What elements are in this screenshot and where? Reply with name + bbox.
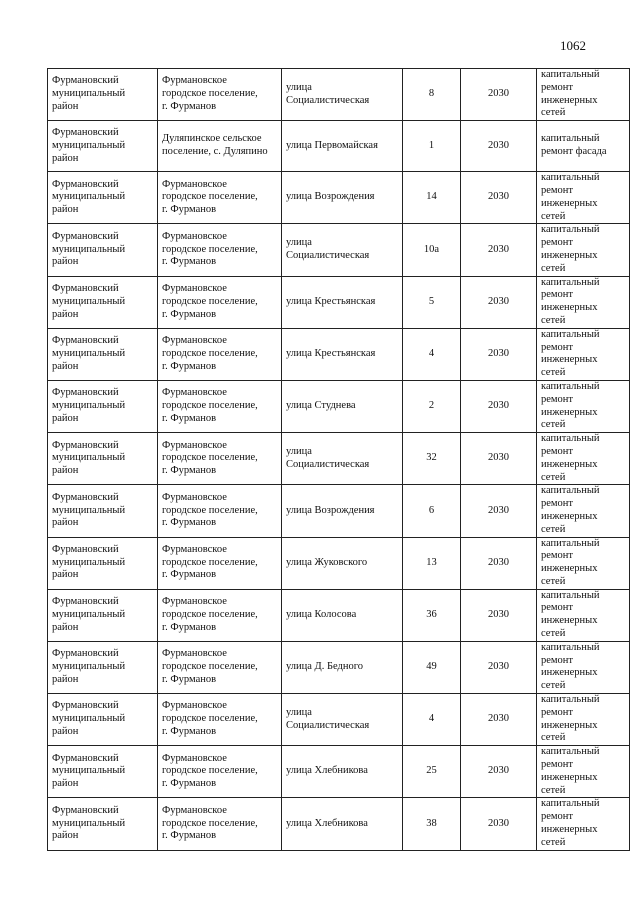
house-number-cell: 8: [403, 69, 461, 121]
year-cell: 2030: [461, 224, 537, 276]
settlement-cell: Фурмановское городское поселение, г. Фурманов: [158, 537, 282, 589]
district-cell: Фурмановский муниципальный район: [48, 380, 158, 432]
work-type-cell: капитальный ремонт фасада: [537, 121, 630, 172]
table-row: [48, 485, 630, 537]
work-type-cell: капитальный ремонт инженерных сетей: [537, 276, 630, 328]
settlement-cell: Фурмановское городское поселение, г. Фурманов: [158, 69, 282, 121]
house-number-cell: 13: [403, 537, 461, 589]
table-row: [48, 328, 630, 380]
street-cell: улица Колосова: [282, 589, 403, 641]
year-cell: 2030: [461, 380, 537, 432]
district-cell: Фурмановский муниципальный район: [48, 485, 158, 537]
street-cell: улица Хлебникова: [282, 798, 403, 850]
street-cell: улица Социалистическая: [282, 69, 403, 121]
district-cell: Фурмановский муниципальный район: [48, 328, 158, 380]
house-number-cell: 6: [403, 485, 461, 537]
table-row: [48, 172, 630, 224]
year-cell: 2030: [461, 276, 537, 328]
year-cell: 2030: [461, 537, 537, 589]
table-row: [48, 276, 630, 328]
settlement-cell: Дуляпинское сельское поселение, с. Дуляпино: [158, 121, 282, 172]
work-type-cell: капитальный ремонт инженерных сетей: [537, 589, 630, 641]
work-type-cell: капитальный ремонт инженерных сетей: [537, 798, 630, 850]
settlement-cell: Фурмановское городское поселение, г. Фурманов: [158, 224, 282, 276]
district-cell: Фурмановский муниципальный район: [48, 641, 158, 693]
work-type-cell: капитальный ремонт инженерных сетей: [537, 69, 630, 121]
district-cell: Фурмановский муниципальный район: [48, 798, 158, 850]
work-type-cell: капитальный ремонт инженерных сетей: [537, 328, 630, 380]
house-number-cell: 36: [403, 589, 461, 641]
work-type-cell: капитальный ремонт инженерных сетей: [537, 380, 630, 432]
year-cell: 2030: [461, 589, 537, 641]
house-number-cell: 10а: [403, 224, 461, 276]
house-number-cell: 32: [403, 433, 461, 485]
year-cell: 2030: [461, 694, 537, 746]
year-cell: 2030: [461, 433, 537, 485]
street-cell: улица Д. Бедного: [282, 641, 403, 693]
settlement-cell: Фурмановское городское поселение, г. Фурманов: [158, 641, 282, 693]
street-cell: улица Социалистическая: [282, 224, 403, 276]
district-cell: Фурмановский муниципальный район: [48, 69, 158, 121]
house-number-cell: 5: [403, 276, 461, 328]
table-row: [48, 641, 630, 693]
district-cell: Фурмановский муниципальный район: [48, 746, 158, 798]
work-type-cell: капитальный ремонт инженерных сетей: [537, 224, 630, 276]
district-cell: Фурмановский муниципальный район: [48, 224, 158, 276]
year-cell: 2030: [461, 328, 537, 380]
work-type-cell: капитальный ремонт инженерных сетей: [537, 537, 630, 589]
house-number-cell: 14: [403, 172, 461, 224]
year-cell: 2030: [461, 69, 537, 121]
table-row: [48, 589, 630, 641]
table-row: [48, 69, 630, 121]
repair-schedule-table: [47, 68, 630, 851]
table-row: [48, 798, 630, 850]
street-cell: улица Хлебникова: [282, 746, 403, 798]
table-row: [48, 537, 630, 589]
district-cell: Фурмановский муниципальный район: [48, 694, 158, 746]
settlement-cell: Фурмановское городское поселение, г. Фурманов: [158, 276, 282, 328]
street-cell: улица Крестьянская: [282, 276, 403, 328]
year-cell: 2030: [461, 798, 537, 850]
district-cell: Фурмановский муниципальный район: [48, 172, 158, 224]
table-row: [48, 694, 630, 746]
district-cell: Фурмановский муниципальный район: [48, 276, 158, 328]
settlement-cell: Фурмановское городское поселение, г. Фурманов: [158, 694, 282, 746]
street-cell: улица Жуковского: [282, 537, 403, 589]
table-row: [48, 746, 630, 798]
settlement-cell: Фурмановское городское поселение, г. Фурманов: [158, 798, 282, 850]
table-row: [48, 121, 630, 172]
street-cell: улица Возрождения: [282, 485, 403, 537]
table-body: [48, 69, 630, 851]
year-cell: 2030: [461, 121, 537, 172]
street-cell: улица Первомайская: [282, 121, 403, 172]
street-cell: улица Студнева: [282, 380, 403, 432]
settlement-cell: Фурмановское городское поселение, г. Фурманов: [158, 485, 282, 537]
settlement-cell: Фурмановское городское поселение, г. Фурманов: [158, 746, 282, 798]
settlement-cell: Фурмановское городское поселение, г. Фурманов: [158, 328, 282, 380]
work-type-cell: капитальный ремонт инженерных сетей: [537, 172, 630, 224]
table-row: [48, 224, 630, 276]
page-number: 1062: [560, 38, 586, 53]
settlement-cell: Фурмановское городское поселение, г. Фурманов: [158, 380, 282, 432]
house-number-cell: 2: [403, 380, 461, 432]
work-type-cell: капитальный ремонт инженерных сетей: [537, 433, 630, 485]
table-row: [48, 380, 630, 432]
house-number-cell: 49: [403, 641, 461, 693]
street-cell: улица Возрождения: [282, 172, 403, 224]
work-type-cell: капитальный ремонт инженерных сетей: [537, 485, 630, 537]
street-cell: улица Крестьянская: [282, 328, 403, 380]
work-type-cell: капитальный ремонт инженерных сетей: [537, 694, 630, 746]
house-number-cell: 25: [403, 746, 461, 798]
district-cell: Фурмановский муниципальный район: [48, 121, 158, 172]
district-cell: Фурмановский муниципальный район: [48, 433, 158, 485]
street-cell: улица Социалистическая: [282, 694, 403, 746]
settlement-cell: Фурмановское городское поселение, г. Фурманов: [158, 589, 282, 641]
street-cell: улица Социалистическая: [282, 433, 403, 485]
work-type-cell: капитальный ремонт инженерных сетей: [537, 641, 630, 693]
house-number-cell: 4: [403, 694, 461, 746]
house-number-cell: 38: [403, 798, 461, 850]
work-type-cell: капитальный ремонт инженерных сетей: [537, 746, 630, 798]
year-cell: 2030: [461, 485, 537, 537]
settlement-cell: Фурмановское городское поселение, г. Фурманов: [158, 172, 282, 224]
district-cell: Фурмановский муниципальный район: [48, 589, 158, 641]
house-number-cell: 4: [403, 328, 461, 380]
year-cell: 2030: [461, 641, 537, 693]
table-row: [48, 433, 630, 485]
house-number-cell: 1: [403, 121, 461, 172]
settlement-cell: Фурмановское городское поселение, г. Фурманов: [158, 433, 282, 485]
year-cell: 2030: [461, 746, 537, 798]
year-cell: 2030: [461, 172, 537, 224]
district-cell: Фурмановский муниципальный район: [48, 537, 158, 589]
